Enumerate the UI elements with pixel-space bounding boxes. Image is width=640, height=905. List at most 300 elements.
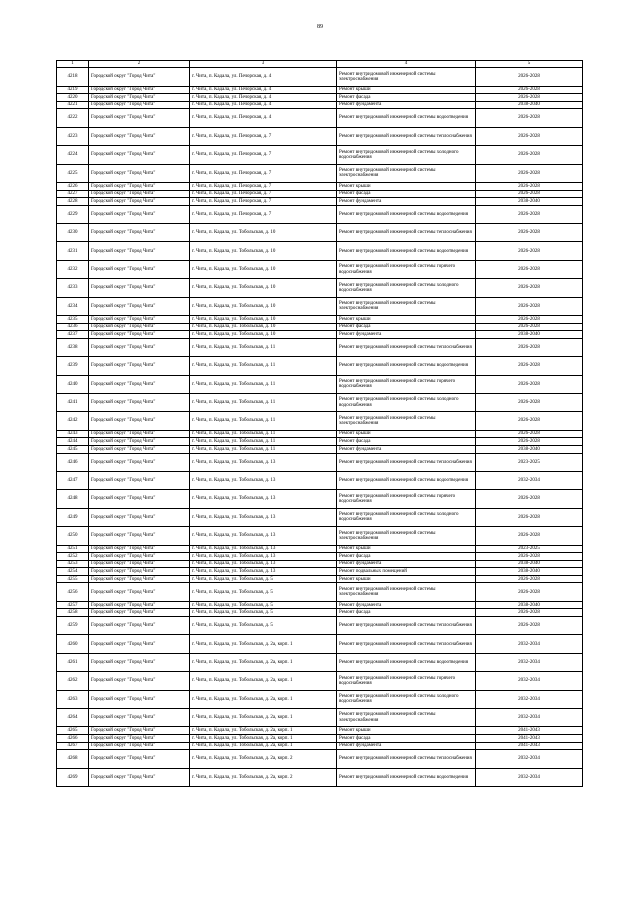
table-row xyxy=(57,445,583,453)
work-type-cell: Ремонт внутридомовой инженерной системы горячего водоснабжения xyxy=(337,672,476,690)
address-cell: г. Чита, п. Кадала, ул. Тобольская, д. 2а, корп. 1 xyxy=(190,709,337,727)
work-type-cell: Ремонт внутридомовой инженерной системы водоотведения xyxy=(337,205,476,223)
column-number: 4 xyxy=(337,61,476,68)
municipality-cell: Городской округ "Город Чита" xyxy=(89,583,190,601)
table-row xyxy=(57,568,583,576)
municipality-cell: Городской округ "Город Чита" xyxy=(89,727,190,735)
row-number: 4242 xyxy=(57,412,89,430)
table-row xyxy=(57,653,583,671)
period-cell: 2026-2028 xyxy=(476,182,583,190)
address-cell: г. Чита, п. Кадала, ул. Тобольская, д. 2а, корп. 1 xyxy=(190,690,337,708)
work-type-cell: Ремонт крыши xyxy=(337,727,476,735)
address-cell: г. Чита, п. Кадала, ул. Печорская, д. 7 xyxy=(190,190,337,198)
period-cell: 2026-2028 xyxy=(476,338,583,356)
period-cell: 2038-2040 xyxy=(476,198,583,206)
municipality-cell: Городской округ "Город Чита" xyxy=(89,508,190,526)
row-number: 4247 xyxy=(57,471,89,489)
address-cell: г. Чита, п. Кадала, ул. Тобольская, д. 13 xyxy=(190,490,337,508)
municipality-cell: Городской округ "Город Чита" xyxy=(89,242,190,260)
row-number: 4229 xyxy=(57,205,89,223)
table-row xyxy=(57,508,583,526)
period-cell: 2026-2028 xyxy=(476,430,583,438)
work-type-cell: Ремонт крыши xyxy=(337,86,476,94)
address-cell: г. Чита, п. Кадала, ул. Тобольская, д. 2а, корп. 1 xyxy=(190,672,337,690)
table-row xyxy=(57,471,583,489)
period-cell: 2038-2040 xyxy=(476,331,583,339)
work-type-cell: Ремонт фасада xyxy=(337,323,476,331)
period-cell: 2032-2034 xyxy=(476,471,583,489)
row-number: 4227 xyxy=(57,190,89,198)
municipality-cell: Городской округ "Город Чита" xyxy=(89,453,190,471)
address-cell: г. Чита, п. Кадала, ул. Тобольская, д. 11 xyxy=(190,338,337,356)
period-cell: 2026-2028 xyxy=(476,86,583,94)
row-number: 4236 xyxy=(57,323,89,331)
row-number: 4258 xyxy=(57,609,89,617)
address-cell: г. Чита, п. Кадала, ул. Тобольская, д. 10 xyxy=(190,260,337,278)
address-cell: г. Чита, п. Кадала, ул. Печорская, д. 7 xyxy=(190,198,337,206)
address-cell: г. Чита, п. Кадала, ул. Печорская, д. 7 xyxy=(190,182,337,190)
work-type-cell: Ремонт внутридомовой инженерной системы электроснабжения xyxy=(337,68,476,86)
row-number: 4233 xyxy=(57,279,89,297)
address-cell: г. Чита, п. Кадала, ул. Тобольская, д. 5 xyxy=(190,583,337,601)
page-number: 89 xyxy=(317,24,323,30)
address-cell: г. Чита, п. Кадала, ул. Печорская, д. 7 xyxy=(190,127,337,145)
address-cell: г. Чита, п. Кадала, ул. Тобольская, д. 13 xyxy=(190,560,337,568)
work-type-cell: Ремонт внутридомовой инженерной системы водоотведения xyxy=(337,242,476,260)
row-number: 4263 xyxy=(57,690,89,708)
row-number: 4251 xyxy=(57,545,89,553)
address-cell: г. Чита, п. Кадала, ул. Печорская, д. 7 xyxy=(190,164,337,182)
row-number: 4225 xyxy=(57,164,89,182)
work-type-cell: Ремонт крыши xyxy=(337,316,476,324)
municipality-cell: Городской округ "Город Чита" xyxy=(89,198,190,206)
work-type-cell: Ремонт внутридомовой инженерной системы теплоснабжения xyxy=(337,127,476,145)
period-cell: 2026-2028 xyxy=(476,438,583,446)
work-type-cell: Ремонт внутридомовой инженерной системы теплоснабжения xyxy=(337,224,476,242)
address-cell: г. Чита, п. Кадала, ул. Тобольская, д. 13 xyxy=(190,471,337,489)
table-row xyxy=(57,583,583,601)
municipality-cell: Городской округ "Город Чита" xyxy=(89,146,190,164)
row-number: 4257 xyxy=(57,601,89,609)
column-number: 5 xyxy=(476,61,583,68)
column-number-row xyxy=(57,61,583,68)
address-cell: г. Чита, п. Кадала, ул. Печорская, д. 4 xyxy=(190,109,337,127)
row-number: 4228 xyxy=(57,198,89,206)
municipality-cell: Городской округ "Город Чита" xyxy=(89,609,190,617)
row-number: 4230 xyxy=(57,224,89,242)
row-number: 4218 xyxy=(57,68,89,86)
row-number: 4248 xyxy=(57,490,89,508)
row-number: 4239 xyxy=(57,357,89,375)
table-row xyxy=(57,86,583,94)
row-number: 4238 xyxy=(57,338,89,356)
work-type-cell: Ремонт внутридомовой инженерной системы холодного водоснабжения xyxy=(337,146,476,164)
address-cell: г. Чита, п. Кадала, ул. Тобольская, д. 13 xyxy=(190,508,337,526)
municipality-cell: Городской округ "Город Чита" xyxy=(89,279,190,297)
table-row xyxy=(57,205,583,223)
address-cell: г. Чита, п. Кадала, ул. Тобольская, д. 5 xyxy=(190,609,337,617)
municipality-cell: Городской округ "Город Чита" xyxy=(89,224,190,242)
municipality-cell: Городской округ "Город Чита" xyxy=(89,205,190,223)
municipality-cell: Городской округ "Город Чита" xyxy=(89,750,190,768)
table-row xyxy=(57,560,583,568)
row-number: 4268 xyxy=(57,750,89,768)
municipality-cell: Городской округ "Город Чита" xyxy=(89,768,190,786)
municipality-cell: Городской округ "Город Чита" xyxy=(89,430,190,438)
municipality-cell: Городской округ "Город Чита" xyxy=(89,575,190,583)
municipality-cell: Городской округ "Город Чита" xyxy=(89,338,190,356)
address-cell: г. Чита, п. Кадала, ул. Тобольская, д. 10 xyxy=(190,316,337,324)
table-row xyxy=(57,127,583,145)
municipality-cell: Городской округ "Город Чита" xyxy=(89,490,190,508)
table-row xyxy=(57,735,583,743)
work-type-cell: Ремонт внутридомовой инженерной системы теплоснабжения xyxy=(337,617,476,635)
address-cell: г. Чита, п. Кадала, ул. Тобольская, д. 11 xyxy=(190,438,337,446)
work-type-cell: Ремонт внутридомовой инженерной системы электроснабжения xyxy=(337,583,476,601)
period-cell: 2026-2028 xyxy=(476,297,583,315)
period-cell: 2026-2028 xyxy=(476,583,583,601)
table-row xyxy=(57,490,583,508)
period-cell: 2032-2034 xyxy=(476,750,583,768)
row-number: 4241 xyxy=(57,394,89,412)
address-cell: г. Чита, п. Кадала, ул. Тобольская, д. 11 xyxy=(190,357,337,375)
period-cell: 2026-2028 xyxy=(476,146,583,164)
work-type-cell: Ремонт внутридомовой инженерной системы водоотведения xyxy=(337,768,476,786)
work-type-cell: Ремонт внутридомовой инженерной системы водоотведения xyxy=(337,653,476,671)
municipality-cell: Городской округ "Город Чита" xyxy=(89,86,190,94)
work-type-cell: Ремонт внутридомовой инженерной системы горячего водоснабжения xyxy=(337,260,476,278)
table-row xyxy=(57,323,583,331)
address-cell: г. Чита, п. Кадала, ул. Тобольская, д. 11 xyxy=(190,394,337,412)
table-row xyxy=(57,672,583,690)
work-type-cell: Ремонт подвальных помещений xyxy=(337,568,476,576)
table-row xyxy=(57,224,583,242)
table-row xyxy=(57,242,583,260)
period-cell: 2032-2034 xyxy=(476,672,583,690)
period-cell: 2026-2028 xyxy=(476,527,583,545)
work-type-cell: Ремонт фасада xyxy=(337,438,476,446)
table-row xyxy=(57,338,583,356)
work-type-cell: Ремонт крыши xyxy=(337,430,476,438)
period-cell: 2026-2028 xyxy=(476,94,583,102)
municipality-cell: Городской округ "Город Чита" xyxy=(89,445,190,453)
period-cell: 2038-2040 xyxy=(476,101,583,109)
municipality-cell: Городской округ "Город Чита" xyxy=(89,560,190,568)
row-number: 4244 xyxy=(57,438,89,446)
address-cell: г. Чита, п. Кадала, ул. Тобольская, д. 2а, корп. 2 xyxy=(190,750,337,768)
address-cell: г. Чита, п. Кадала, ул. Тобольская, д. 11 xyxy=(190,430,337,438)
row-number: 4237 xyxy=(57,331,89,339)
work-type-cell: Ремонт внутридомовой инженерной системы водоотведения xyxy=(337,471,476,489)
row-number: 4235 xyxy=(57,316,89,324)
work-type-cell: Ремонт внутридомовой инженерной системы холодного водоснабжения xyxy=(337,279,476,297)
municipality-cell: Городской округ "Город Чита" xyxy=(89,94,190,102)
table-row xyxy=(57,198,583,206)
work-type-cell: Ремонт фасада xyxy=(337,735,476,743)
work-type-cell: Ремонт внутридомовой инженерной системы горячего водоснабжения xyxy=(337,490,476,508)
period-cell: 2026-2028 xyxy=(476,127,583,145)
row-number: 4261 xyxy=(57,653,89,671)
period-cell: 2032-2034 xyxy=(476,653,583,671)
row-number: 4256 xyxy=(57,583,89,601)
municipality-cell: Городской округ "Город Чита" xyxy=(89,635,190,653)
row-number: 4249 xyxy=(57,508,89,526)
municipality-cell: Городской округ "Город Чита" xyxy=(89,297,190,315)
work-type-cell: Ремонт внутридомовой инженерной системы теплоснабжения xyxy=(337,635,476,653)
municipality-cell: Городской округ "Город Чита" xyxy=(89,553,190,561)
period-cell: 2041-2043 xyxy=(476,735,583,743)
row-number: 4223 xyxy=(57,127,89,145)
table-row xyxy=(57,601,583,609)
table-row xyxy=(57,109,583,127)
table-row xyxy=(57,609,583,617)
table-row xyxy=(57,430,583,438)
table-row xyxy=(57,527,583,545)
municipality-cell: Городской округ "Город Чита" xyxy=(89,735,190,743)
address-cell: г. Чита, п. Кадала, ул. Тобольская, д. 10 xyxy=(190,279,337,297)
period-cell: 2026-2028 xyxy=(476,68,583,86)
table-row xyxy=(57,635,583,653)
period-cell: 2032-2034 xyxy=(476,768,583,786)
municipality-cell: Городской округ "Город Чита" xyxy=(89,412,190,430)
table-row xyxy=(57,453,583,471)
address-cell: г. Чита, п. Кадала, ул. Тобольская, д. 5 xyxy=(190,575,337,583)
municipality-cell: Городской округ "Город Чита" xyxy=(89,316,190,324)
table-row xyxy=(57,742,583,750)
table-row xyxy=(57,182,583,190)
work-type-cell: Ремонт фундамента xyxy=(337,445,476,453)
work-type-cell: Ремонт внутридомовой инженерной системы водоотведения xyxy=(337,109,476,127)
period-cell: 2038-2040 xyxy=(476,568,583,576)
table-row xyxy=(57,316,583,324)
period-cell: 2032-2034 xyxy=(476,709,583,727)
address-cell: г. Чита, п. Кадала, ул. Тобольская, д. 10 xyxy=(190,242,337,260)
period-cell: 2038-2040 xyxy=(476,560,583,568)
period-cell: 2026-2028 xyxy=(476,575,583,583)
municipality-cell: Городской округ "Город Чита" xyxy=(89,438,190,446)
address-cell: г. Чита, п. Кадала, ул. Печорская, д. 7 xyxy=(190,205,337,223)
work-type-cell: Ремонт внутридомовой инженерной системы теплоснабжения xyxy=(337,338,476,356)
period-cell: 2026-2028 xyxy=(476,224,583,242)
work-type-cell: Ремонт фундамента xyxy=(337,742,476,750)
work-type-cell: Ремонт фасада xyxy=(337,609,476,617)
row-number: 4262 xyxy=(57,672,89,690)
period-cell: 2026-2028 xyxy=(476,279,583,297)
work-type-cell: Ремонт фасада xyxy=(337,190,476,198)
row-number: 4219 xyxy=(57,86,89,94)
table-row xyxy=(57,709,583,727)
municipality-cell: Городской округ "Город Чита" xyxy=(89,190,190,198)
address-cell: г. Чита, п. Кадала, ул. Тобольская, д. 10 xyxy=(190,331,337,339)
table-row xyxy=(57,297,583,315)
work-type-cell: Ремонт внутридомовой инженерной системы теплоснабжения xyxy=(337,453,476,471)
municipality-cell: Городской округ "Город Чита" xyxy=(89,182,190,190)
row-number: 4250 xyxy=(57,527,89,545)
table-row xyxy=(57,375,583,393)
table-row xyxy=(57,750,583,768)
municipality-cell: Городской округ "Город Чита" xyxy=(89,653,190,671)
period-cell: 2038-2040 xyxy=(476,445,583,453)
table-row xyxy=(57,331,583,339)
work-type-cell: Ремонт фасада xyxy=(337,94,476,102)
column-number: 3 xyxy=(190,61,337,68)
row-number: 4231 xyxy=(57,242,89,260)
address-cell: г. Чита, п. Кадала, ул. Тобольская, д. 2а, корп. 1 xyxy=(190,727,337,735)
municipality-cell: Городской округ "Город Чита" xyxy=(89,617,190,635)
municipality-cell: Городской округ "Город Чита" xyxy=(89,127,190,145)
municipality-cell: Городской округ "Город Чита" xyxy=(89,375,190,393)
municipality-cell: Городской округ "Город Чита" xyxy=(89,672,190,690)
work-type-cell: Ремонт внутридомовой инженерной системы холодного водоснабжения xyxy=(337,508,476,526)
municipality-cell: Городской округ "Город Чита" xyxy=(89,601,190,609)
address-cell: г. Чита, п. Кадала, ул. Печорская, д. 4 xyxy=(190,86,337,94)
municipality-cell: Городской округ "Город Чита" xyxy=(89,260,190,278)
table-row xyxy=(57,357,583,375)
address-cell: г. Чита, п. Кадала, ул. Тобольская, д. 2а, корп. 2 xyxy=(190,768,337,786)
table-row xyxy=(57,768,583,786)
period-cell: 2038-2040 xyxy=(476,601,583,609)
address-cell: г. Чита, п. Кадала, ул. Тобольская, д. 2а, корп. 1 xyxy=(190,635,337,653)
row-number: 4240 xyxy=(57,375,89,393)
work-type-cell: Ремонт фундамента xyxy=(337,331,476,339)
row-number: 4246 xyxy=(57,453,89,471)
row-number: 4232 xyxy=(57,260,89,278)
table-row xyxy=(57,545,583,553)
municipality-cell: Городской округ "Город Чита" xyxy=(89,357,190,375)
table-row xyxy=(57,260,583,278)
municipality-cell: Городской округ "Город Чита" xyxy=(89,109,190,127)
address-cell: г. Чита, п. Кадала, ул. Печорская, д. 4 xyxy=(190,101,337,109)
work-type-cell: Ремонт внутридомовой инженерной системы водоотведения xyxy=(337,357,476,375)
period-cell: 2026-2028 xyxy=(476,205,583,223)
address-cell: г. Чита, п. Кадала, ул. Печорская, д. 7 xyxy=(190,146,337,164)
municipality-cell: Городской округ "Город Чита" xyxy=(89,545,190,553)
table-row xyxy=(57,438,583,446)
period-cell: 2023-2025 xyxy=(476,453,583,471)
row-number: 4265 xyxy=(57,727,89,735)
row-number: 4260 xyxy=(57,635,89,653)
municipality-cell: Городской округ "Город Чита" xyxy=(89,527,190,545)
address-cell: г. Чита, п. Кадала, ул. Тобольская, д. 13 xyxy=(190,568,337,576)
address-cell: г. Чита, п. Кадала, ул. Печорская, д. 4 xyxy=(190,68,337,86)
row-number: 4252 xyxy=(57,553,89,561)
row-number: 4266 xyxy=(57,735,89,743)
address-cell: г. Чита, п. Кадала, ул. Тобольская, д. 10 xyxy=(190,297,337,315)
address-cell: г. Чита, п. Кадала, ул. Тобольская, д. 2а, корп. 1 xyxy=(190,735,337,743)
period-cell: 2026-2028 xyxy=(476,394,583,412)
period-cell: 2026-2028 xyxy=(476,190,583,198)
table-row xyxy=(57,727,583,735)
work-type-cell: Ремонт фундамента xyxy=(337,601,476,609)
table-row xyxy=(57,101,583,109)
column-number: 1 xyxy=(57,61,89,68)
row-number: 4269 xyxy=(57,768,89,786)
period-cell: 2023-2025 xyxy=(476,545,583,553)
period-cell: 2026-2028 xyxy=(476,412,583,430)
row-number: 4254 xyxy=(57,568,89,576)
address-cell: г. Чита, п. Кадала, ул. Тобольская, д. 11 xyxy=(190,375,337,393)
table-row xyxy=(57,94,583,102)
work-type-cell: Ремонт внутридомовой инженерной системы холодного водоснабжения xyxy=(337,394,476,412)
row-number: 4243 xyxy=(57,430,89,438)
table-row xyxy=(57,279,583,297)
municipality-cell: Городской округ "Город Чита" xyxy=(89,164,190,182)
address-cell: г. Чита, п. Кадала, ул. Тобольская, д. 11 xyxy=(190,412,337,430)
municipality-cell: Городской округ "Город Чита" xyxy=(89,323,190,331)
work-type-cell: Ремонт внутридомовой инженерной системы теплоснабжения xyxy=(337,750,476,768)
work-type-cell: Ремонт внутридомовой инженерной системы электроснабжения xyxy=(337,412,476,430)
table-row xyxy=(57,68,583,86)
address-cell: г. Чита, п. Кадала, ул. Тобольская, д. 5 xyxy=(190,601,337,609)
work-type-cell: Ремонт внутридомовой инженерной системы холодного водоснабжения xyxy=(337,690,476,708)
municipality-cell: Городской округ "Город Чита" xyxy=(89,101,190,109)
period-cell: 2032-2034 xyxy=(476,635,583,653)
row-number: 4259 xyxy=(57,617,89,635)
municipality-cell: Городской округ "Город Чита" xyxy=(89,742,190,750)
municipality-cell: Городской округ "Город Чита" xyxy=(89,568,190,576)
work-type-cell: Ремонт крыши xyxy=(337,575,476,583)
period-cell: 2026-2028 xyxy=(476,323,583,331)
table-row xyxy=(57,575,583,583)
period-cell: 2026-2028 xyxy=(476,490,583,508)
work-type-cell: Ремонт фундамента xyxy=(337,101,476,109)
period-cell: 2032-2034 xyxy=(476,690,583,708)
address-cell: г. Чита, п. Кадала, ул. Тобольская, д. 13 xyxy=(190,453,337,471)
work-type-cell: Ремонт внутридомовой инженерной системы электроснабжения xyxy=(337,527,476,545)
address-cell: г. Чита, п. Кадала, ул. Тобольская, д. 11 xyxy=(190,445,337,453)
work-type-cell: Ремонт фундамента xyxy=(337,560,476,568)
work-type-cell: Ремонт фундамента xyxy=(337,198,476,206)
municipality-cell: Городской округ "Город Чита" xyxy=(89,68,190,86)
address-cell: г. Чита, п. Кадала, ул. Тобольская, д. 10 xyxy=(190,224,337,242)
register-table-body xyxy=(57,61,583,787)
column-number: 2 xyxy=(89,61,190,68)
row-number: 4222 xyxy=(57,109,89,127)
period-cell: 2026-2028 xyxy=(476,553,583,561)
period-cell: 2041-2043 xyxy=(476,742,583,750)
row-number: 4221 xyxy=(57,101,89,109)
table-row xyxy=(57,190,583,198)
municipality-cell: Городской округ "Город Чита" xyxy=(89,709,190,727)
period-cell: 2026-2028 xyxy=(476,242,583,260)
row-number: 4226 xyxy=(57,182,89,190)
address-cell: г. Чита, п. Кадала, ул. Тобольская, д. 13 xyxy=(190,553,337,561)
address-cell: г. Чита, п. Кадала, ул. Тобольская, д. 2а, корп. 1 xyxy=(190,742,337,750)
row-number: 4267 xyxy=(57,742,89,750)
table-row xyxy=(57,146,583,164)
row-number: 4253 xyxy=(57,560,89,568)
row-number: 4234 xyxy=(57,297,89,315)
municipality-cell: Городской округ "Город Чита" xyxy=(89,690,190,708)
period-cell: 2026-2028 xyxy=(476,109,583,127)
period-cell: 2026-2028 xyxy=(476,508,583,526)
work-type-cell: Ремонт крыши xyxy=(337,182,476,190)
table-row xyxy=(57,553,583,561)
municipality-cell: Городской округ "Город Чита" xyxy=(89,471,190,489)
row-number: 4255 xyxy=(57,575,89,583)
table-row xyxy=(57,164,583,182)
address-cell: г. Чита, п. Кадала, ул. Тобольская, д. 13 xyxy=(190,545,337,553)
period-cell: 2026-2028 xyxy=(476,609,583,617)
municipality-cell: Городской округ "Город Чита" xyxy=(89,331,190,339)
period-cell: 2026-2028 xyxy=(476,316,583,324)
table-row xyxy=(57,394,583,412)
period-cell: 2026-2028 xyxy=(476,375,583,393)
table-row xyxy=(57,690,583,708)
register-table xyxy=(56,60,583,787)
work-type-cell: Ремонт внутридомовой инженерной системы электроснабжения xyxy=(337,297,476,315)
address-cell: г. Чита, п. Кадала, ул. Тобольская, д. 10 xyxy=(190,323,337,331)
